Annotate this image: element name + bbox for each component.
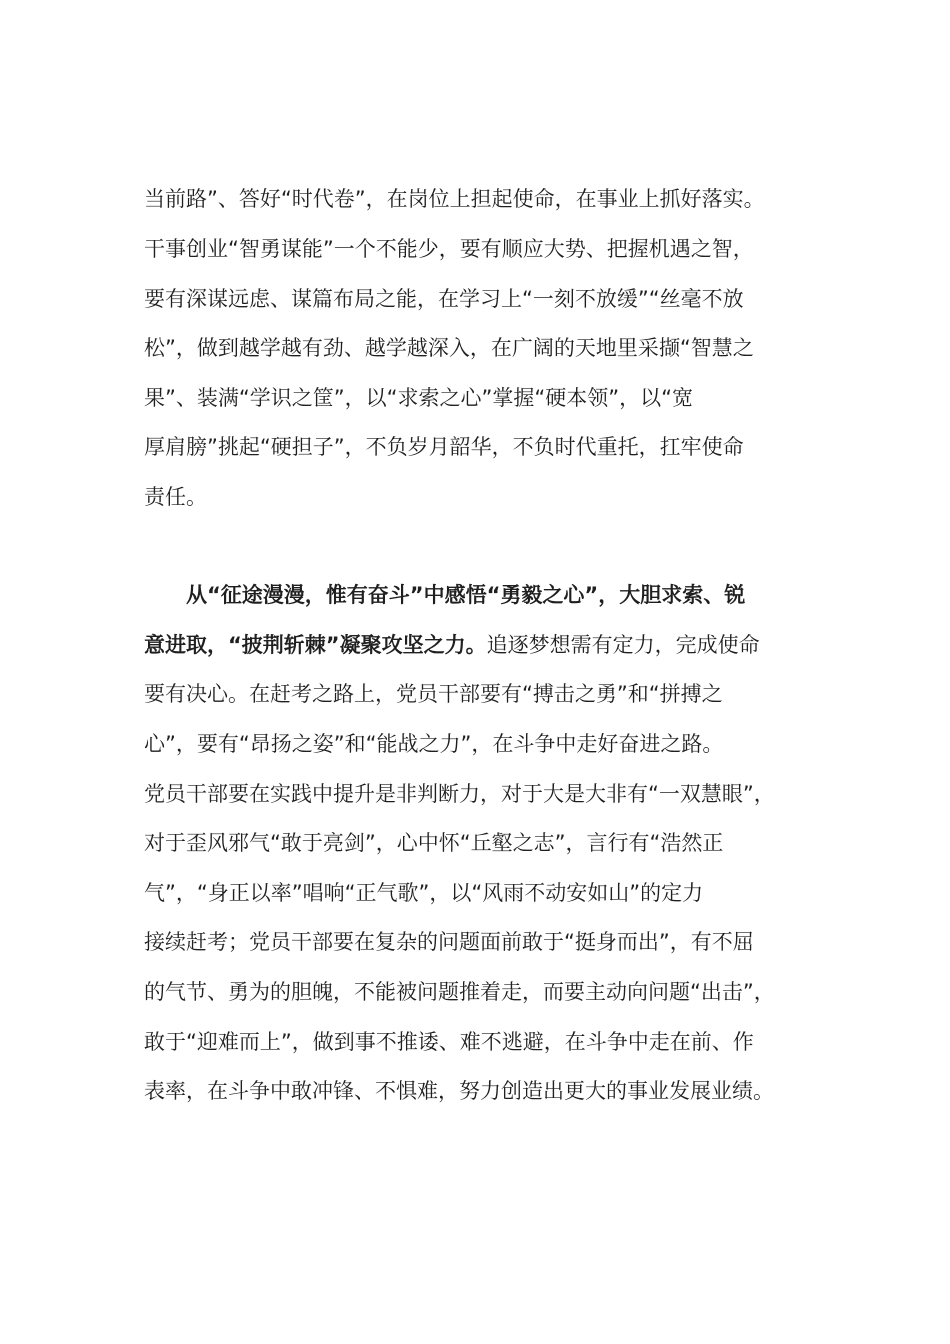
text-line: 表率，在斗争中敢冲锋、不惧难，努力创造出更大的事业发展业绩。	[144, 1079, 774, 1103]
text-line: 果”、装满“学识之筐”，以“求索之心”掌握“硬本领”，以“宽	[144, 386, 694, 410]
text-line: 要有决心。在赶考之路上，党员干部要有“搏击之勇”和“拼搏之	[144, 682, 723, 706]
text-line: 要有深谋远虑、谋篇布局之能，在学习上“一刻不放缓”“丝毫不放	[144, 287, 744, 311]
text-line: 干事创业“智勇谋能”一个不能少，要有顺应大势、把握机遇之智，	[144, 237, 754, 261]
text-line: 对于歪风邪气“敢于亮剑”，心中怀“丘壑之志”，言行有“浩然正	[144, 831, 724, 855]
text-line: 敢于“迎难而上”，做到事不推诿、难不逃避，在斗争中走在前、作	[144, 1030, 754, 1054]
text-line: 松”，做到越学越有劲、越学越深入，在广阔的天地里采撷“智慧之	[144, 336, 754, 360]
text-line: 接续赶考；党员干部要在复杂的问题面前敢于“挺身而出”，有不屈	[144, 930, 754, 954]
text-line: 的气节、勇为的胆魄，不能被问题推着走，而要主动向问题“出击”，	[144, 980, 775, 1004]
bold-heading-text: 意进取，“披荆斩棘”凝聚攻坚之力。	[144, 633, 487, 657]
text-line: 气”，“身正以率”唱响“正气歌”，以“风雨不动安如山”的定力	[144, 881, 704, 905]
text-line: 心”，要有“昂扬之姿”和“能战之力”，在斗争中走好奋进之路。	[144, 732, 724, 756]
body-text: 追逐梦想需有定力，完成使命	[486, 633, 760, 657]
text-line: 当前路”、答好“时代卷”，在岗位上担起使命，在事业上抓好落实。	[144, 187, 765, 211]
text-line: 厚肩膀”挑起“硬担子”，不负岁月韶华，不负时代重托，扛牢使命	[144, 435, 744, 459]
text-line: 责任。	[144, 485, 207, 509]
text-line: 党员干部要在实践中提升是非判断力，对于大是大非有“一双慧眼”，	[144, 782, 775, 806]
mixed-line	[144, 620, 824, 670]
bold-heading-line: 从“征途漫漫，惟有奋斗”中感悟“勇毅之心”，大胆求索、锐	[186, 583, 746, 607]
